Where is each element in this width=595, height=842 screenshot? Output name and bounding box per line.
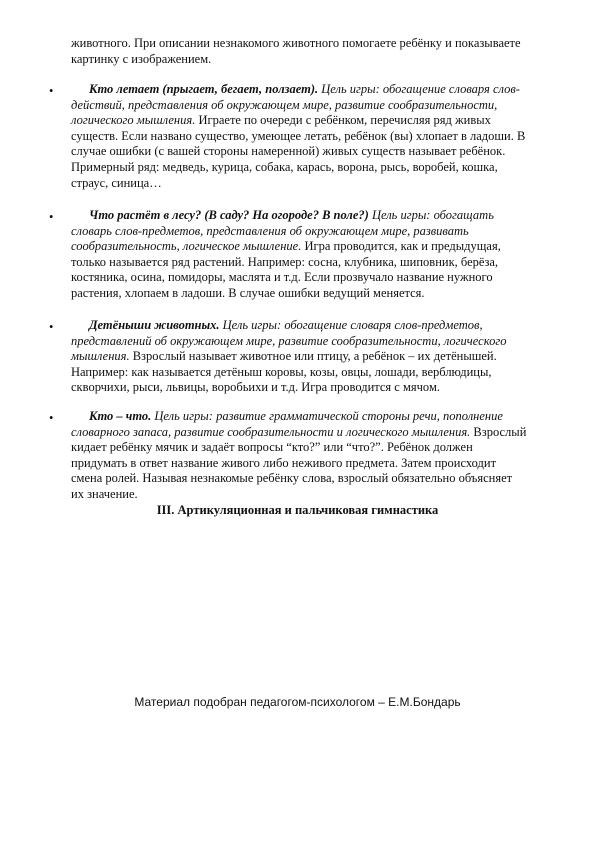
bullet-icon: •	[49, 411, 54, 425]
game-title: Кто – что.	[89, 409, 152, 423]
game-goal: Цель игры: развитие грамматической стороны речи, пополнение словарного запаса, развитие сообразительности и логического мышления.	[71, 409, 503, 439]
game-title: Детёныши животных.	[89, 318, 220, 332]
game-title: Что растёт в лесу? (В саду? На огороде? В поле?)	[89, 208, 369, 222]
bullet-icon: •	[49, 320, 54, 334]
game-description: Взрослый кидает ребёнку мячик и задаёт вопросы “кто?” или “что?”. Ребёнок должен придумать в ответ название живого либо неживого предмета. Затем происходит смена ролей. Называя незнакомые ребёнку слова, взрослый обязательно объясняет их значение.	[71, 424, 527, 501]
game-goal: Цель игры: обогащать словарь слов-предметов, представления об окружающем мире, развивать сообразительность, логическое мышление.	[71, 208, 494, 254]
game-description: Игра проводится, как и предыдущая, только называется ряд растений. Например: сосна, клубника, шиповник, берёза, костяника, осина, помидоры, маслята и т.д. Если прозвучало название нужного растения, хлопаем в ладоши. В случае ошибки ведущий меняется.	[71, 239, 501, 300]
game-item	[71, 208, 527, 302]
author-footer: Материал подобран педагогом-психологом – Е.М.Бондарь	[134, 695, 461, 709]
game-title: Кто летает (прыгает, бегает, ползает).	[89, 82, 319, 96]
intro-paragraph: животного. При описании незнакомого животного помогаете ребёнку и показываете картинку с изображением.	[71, 36, 521, 66]
game-item	[71, 318, 527, 396]
game-goal: Цель игры: обогащение словаря слов-действий, представления об окружающем мире, развитие сообразительности, логического мышления.	[71, 82, 520, 128]
game-item	[71, 82, 527, 191]
game-description: Взрослый называет животное или птицу, а ребёнок – их детёнышей. Например: как называется детёныш коровы, козы, овцы, лошади, верблюдицы, скворчихи, рыси, львицы, воробьихи и т.д. Игра проводится с мячом.	[71, 349, 497, 395]
section-heading: III. Артикуляционная и пальчиковая гимнастика	[156, 503, 439, 517]
bullet-icon: •	[49, 210, 54, 224]
game-goal: Цель игры: обогащение словаря слов-предметов, представлений об окружающем мире, развитие сообразительности, логического мышления.	[71, 318, 507, 364]
bullet-icon: •	[49, 84, 54, 98]
game-item	[71, 409, 527, 503]
game-description: Играете по очереди с ребёнком, перечисляя ряд живых существ. Если названо существо, умеющее летать, ребёнок (вы) хлопает в ладоши. В случае ошибки (с вашей стороны намеренной) живых существ называет ребёнок. Примерный ряд: медведь, курица, собака, карась, ворона, рысь, воробей, кошка, страус, синица…	[71, 113, 526, 190]
